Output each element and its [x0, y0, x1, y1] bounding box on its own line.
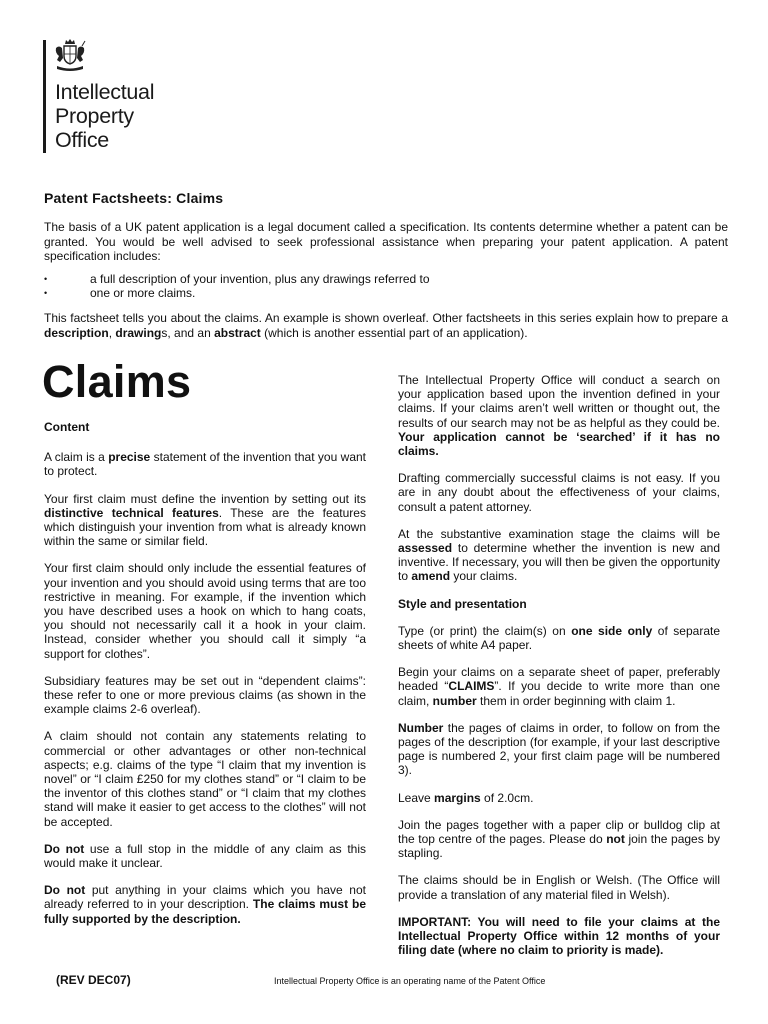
paragraph: Join the pages together with a paper clip or bulldog clip at the top centre of the pages. Please do not join the pages by stapling.: [398, 817, 720, 861]
logo-line-1: Intellectual: [55, 80, 155, 104]
paragraph: Begin your claims on a separate sheet of paper, preferably headed “CLAIMS”. If you decide to write more than one claim, number them in order beginning with claim 1.: [398, 665, 720, 708]
logo-line-3: Office: [55, 128, 109, 152]
paragraph: Your first claim should only include the essential features of your invention and you should avoid using terms that are too restrictive in meaning. For example, if the invention which you have described uses a hook on which to hang coats, you should not necessarily call it a hook in your claim. Instead, consider whether you should call it simply “a support for clothes”.: [44, 561, 366, 661]
list-item: • one or more claims.: [44, 286, 728, 301]
right-column: [398, 373, 720, 971]
page-title: Claims: [42, 356, 192, 407]
logo-line-2: Property: [55, 104, 134, 128]
important-notice: IMPORTANT: You will need to file your claims at the Intellectual Property Office within 12 months of your filing date (where no claim to priority is made).: [398, 914, 720, 958]
paragraph: Do not use a full stop in the middle of any claim as this would make it unclear.: [44, 841, 366, 871]
paragraph: Number the pages of claims in order, to follow on from the pages of the description (for example, if your last descriptive page is numbered 2, your first claim page will be numbered 3).: [398, 720, 720, 778]
paragraph: A claim is a precise statement of the invention that you want to protect.: [44, 450, 366, 479]
paragraph: At the substantive examination stage the claims will be assessed to determine whether the invention is new and inventive. If necessary, you will then be given the opportunity to amend your claims.: [398, 526, 720, 584]
paragraph: Do not put anything in your claims which you have not already referred to in your description. The claims must be fully supported by the description.: [44, 883, 367, 926]
paragraph: Leave margins of 2.0cm.: [398, 790, 534, 805]
logo-divider-bar: [43, 40, 46, 153]
paragraph: The claims should be in English or Welsh. (The Office will provide a translation of any material filed in Welsh).: [398, 873, 720, 902]
factsheet-title: Patent Factsheets: Claims: [44, 190, 224, 206]
intro-paragraph: The basis of a UK patent application is a legal document called a specification. Its contents determine whether a patent can be granted. You would be well advised to seek professional assistance when preparing your patent application. A patent specification includes:: [44, 220, 728, 264]
section-heading-content: Content: [44, 420, 90, 434]
intro-paragraph-2: This factsheet tells you about the claims. An example is shown overleaf. Other factsheets in this series explain how to prepare a description, drawings, and an abstract (which is another essential part of an application).: [44, 310, 728, 340]
list-item: • a full description of your invention, plus any drawings referred to: [44, 272, 728, 287]
paragraph: Subsidiary features may be set out in “dependent claims”: these refer to one or more previous claims (as shown in the example claims 2-6 overleaf).: [44, 673, 366, 717]
logo-wordmark: [55, 80, 154, 152]
intro-section: [44, 220, 728, 340]
paragraph: A claim should not contain any statements relating to commercial or other advantages or other non-technical aspects; e.g. claims of the type “I claim that my invention is novel” or “I claim £250 for my clothes stand” or “I claim to be the inventor of this clothes stand” or “I claim that my clothes stand will make it easier to get access to the clothes” will not be accepted.: [44, 729, 366, 829]
paragraph: Drafting commercially successful claims is not easy. If you are in any doubt about the effectiveness of your claims, consult a patent attorney.: [398, 471, 720, 514]
paragraph: The Intellectual Property Office will conduct a search on your application based upon the invention defined in your claims. If your claims aren’t well written or thought out, the results of our search may not be as helpful as they could be. Your application cannot be ‘searched’ if it has no claims.: [398, 373, 720, 459]
footer-note: Intellectual Property Office is an operating name of the Patent Office: [274, 976, 546, 986]
royal-coat-of-arms-icon: [53, 38, 87, 72]
paragraph: Type (or print) the claim(s) on one side only of separate sheets of white A4 paper.: [398, 623, 720, 653]
section-heading-style: Style and presentation: [398, 596, 527, 611]
revision-label: (REV DEC07): [56, 973, 131, 987]
left-column: [44, 420, 366, 939]
paragraph: Your first claim must define the invention by setting out its distinctive technical features. These are the features which distinguish your invention from what is already known within the same or similar field.: [44, 491, 366, 549]
specification-list: [44, 272, 728, 301]
